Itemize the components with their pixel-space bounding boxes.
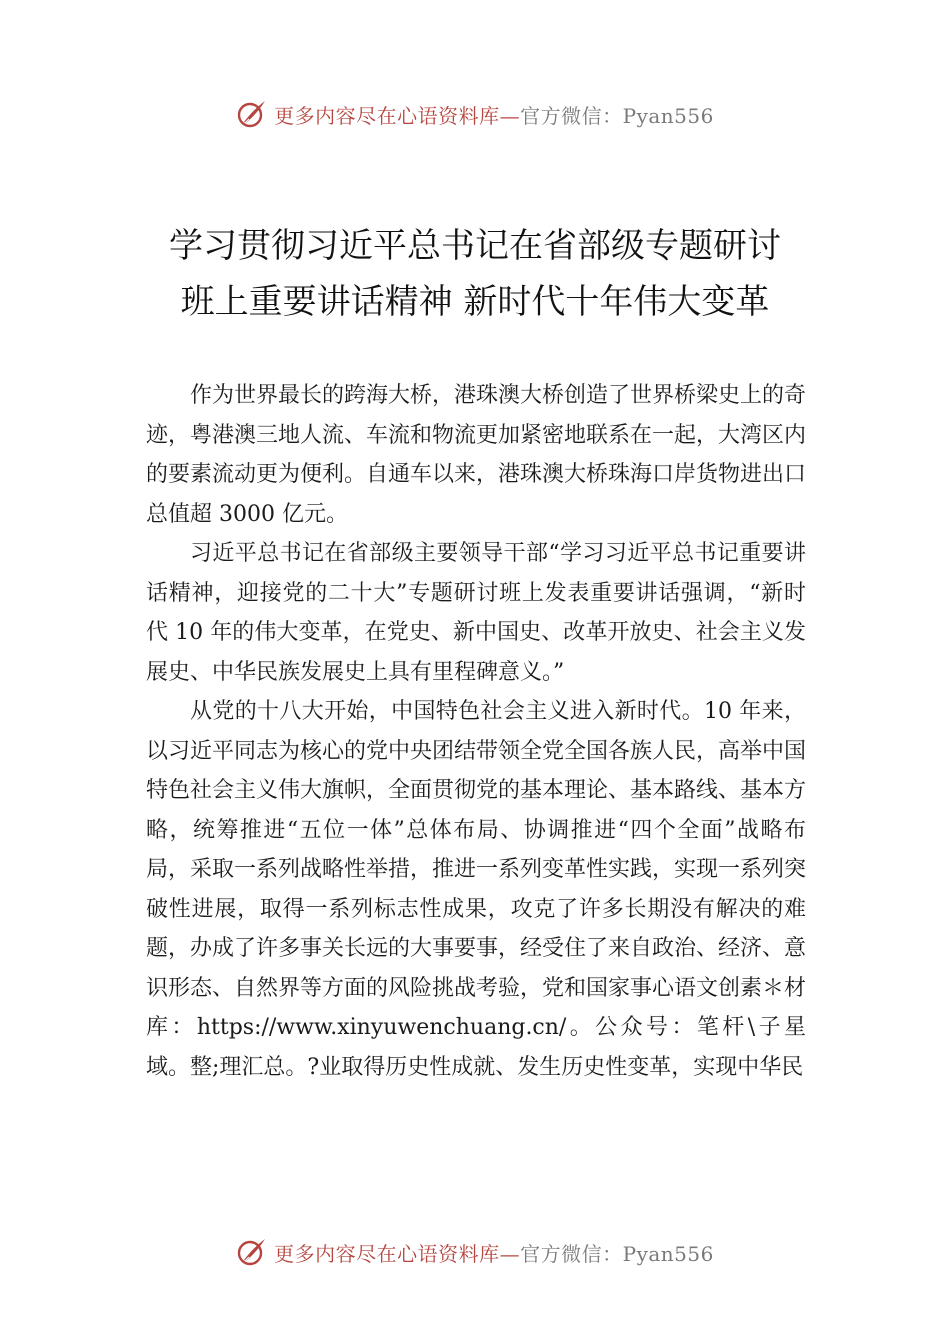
banner-main-text: 更多内容尽在心语资料库— — [274, 103, 521, 128]
paragraph: 从党的十八大开始，中国特色社会主义进入新时代。10 年来，以习近平同志为核心的党中央团结带领全党全国各族人民，高举中国特色社会主义伟大旗帜，全面贯彻党的基本理论、基本路线、基本方略，统筹推进“五位一体”总体布局、协调推进“四个全面”战略布局，采取一系列战略性举措，推进一系列变革性实践，实现一系列突破性进展，取得一系列标志性成果，攻克了许多长期没有解决的难题，办成了许多事关长远的大事要事，经受住了来自政治、经济、意识形态、自然界等方面的风险挑战考验，党和国家事心语文创素＊材库：https://www.xinyuwenchuang.cn/。公众号：笔杆\子星域。整;理汇总。?业取得历史性成就、发生历史性变革，实现中华民 — [146, 699, 807, 1080]
title-line-2: 班上重要讲话精神 新时代十年伟大变革 — [180, 282, 770, 322]
document-title — [60, 218, 890, 330]
banner-text — [274, 1238, 714, 1267]
quill-logo-icon — [236, 98, 268, 130]
paragraph: 作为世界最长的跨海大桥，港珠澳大桥创造了世界桥梁史上的奇迹，粤港澳三地人流、车流和物流更加紧密地联系在一起，大湾区内的要素流动更为便利。自通车以来，港珠澳大桥珠海口岸货物进出口总值超 3000 亿元。 — [146, 383, 807, 527]
title-line-1: 学习贯彻习近平总书记在省部级专题研讨 — [169, 226, 781, 266]
banner-text — [274, 100, 714, 129]
quill-logo-icon — [236, 1236, 268, 1268]
header-banner — [0, 92, 950, 136]
banner-wechat-text: 官方微信：Pyan556 — [520, 1241, 714, 1266]
banner-main-text: 更多内容尽在心语资料库— — [274, 1241, 521, 1266]
document-body — [146, 376, 806, 1087]
banner-wechat-text: 官方微信：Pyan556 — [520, 103, 714, 128]
paragraph: 习近平总书记在省部级主要领导干部“学习习近平总书记重要讲话精神，迎接党的二十大”专题研讨班上发表重要讲话强调，“新时代 10 年的伟大变革，在党史、新中国史、改革开放史、社会主义发展史、中华民族发展史上具有里程碑意义。” — [146, 541, 806, 685]
footer-banner — [0, 1230, 950, 1274]
